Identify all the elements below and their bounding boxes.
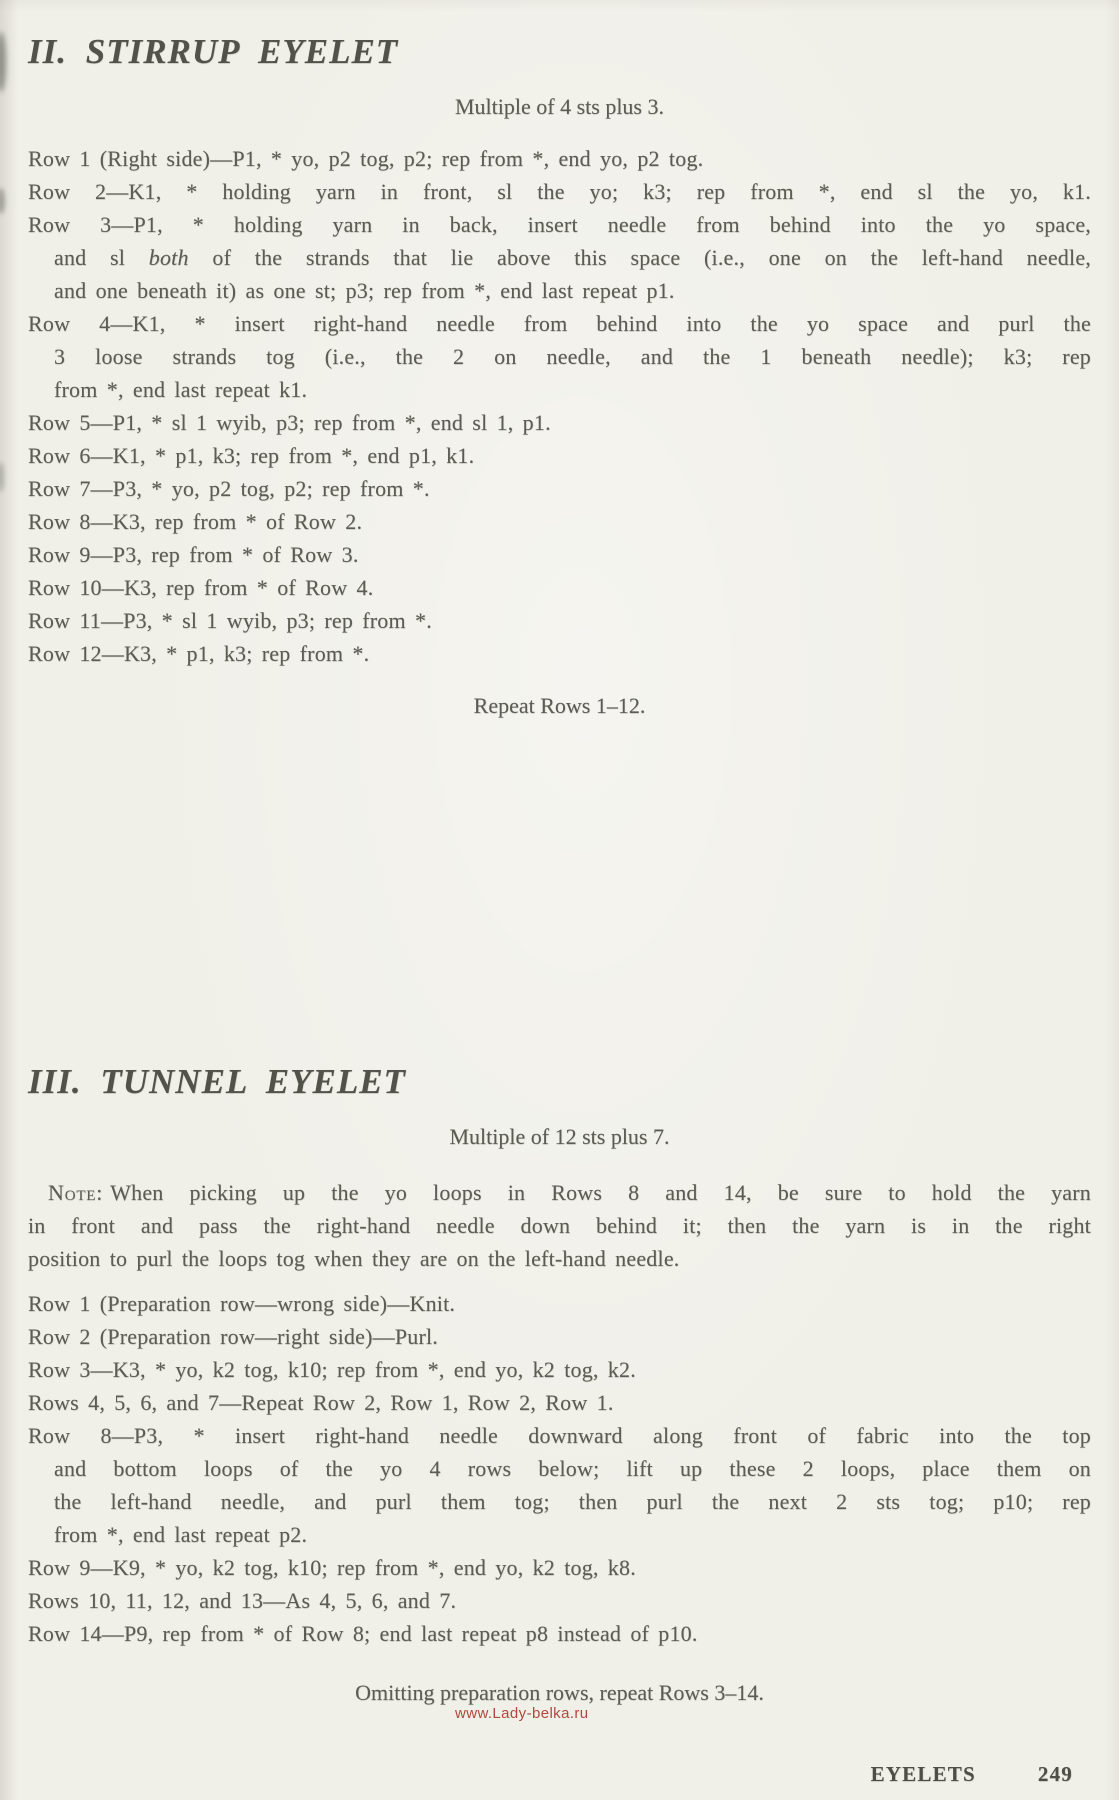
repeat-instruction: Repeat Rows 1–12.: [473, 693, 646, 718]
note-line-1: [28, 1176, 1091, 1209]
note-line-1-text: When picking up the yo loops in Rows 8 and 14, be sure to hold the yarn: [110, 1180, 1091, 1205]
row-3-line-2-pre: and sl: [54, 245, 149, 270]
row-4-line-3: from *, end last repeat k1.: [54, 377, 308, 402]
page-number: 249: [1037, 1762, 1073, 1786]
instruction-rows: [28, 1287, 1091, 1650]
note-line-3: position to purl the loops tog when they are on the left-hand needle.: [28, 1246, 680, 1271]
note-line-2: in front and pass the right-hand needle down behind it; then the yarn is in the right: [28, 1213, 1091, 1238]
running-head: EYELETS: [870, 1762, 976, 1786]
row-3-line-2: [28, 241, 1091, 274]
stitch-multiple: Multiple of 4 sts plus 3.: [454, 94, 664, 119]
row-14: Row 14—P9, rep from * of Row 8; end last repeat p8 instead of p10.: [28, 1621, 698, 1646]
rows-10-to-13: Rows 10, 11, 12, and 13—As 4, 5, 6, and 7.: [28, 1588, 457, 1613]
row-5: Row 5—P1, * sl 1 wyib, p3; rep from *, end sl 1, p1.: [28, 410, 551, 435]
row-7: Row 7—P3, * yo, p2 tog, p2; rep from *.: [28, 476, 430, 501]
repeat-instruction: Omitting preparation rows, repeat Rows 3–14.: [355, 1680, 764, 1705]
row-9: Row 9—P3, rep from * of Row 3.: [28, 542, 359, 567]
row-6: Row 6—K1, * p1, k3; rep from *, end p1, k1.: [28, 443, 475, 468]
row-11: Row 11—P3, * sl 1 wyib, p3; rep from *.: [28, 608, 432, 633]
row-8-line-2: and bottom loops of the yo 4 rows below; lift up these 2 loops, place them on: [54, 1456, 1091, 1481]
row-12: Row 12—K3, * p1, k3; rep from *.: [28, 641, 370, 666]
row-8-line-4: from *, end last repeat p2.: [54, 1522, 308, 1547]
row-8-line-1: Row 8—P3, * insert right-hand needle downward along front of fabric into the top: [28, 1423, 1091, 1448]
row-8-line-3: the left-hand needle, and purl them tog; then purl the next 2 sts tog; p10; rep: [54, 1489, 1091, 1514]
row-3-line-2-post: of the strands that lie above this space (i.e., one on the left-hand needle,: [188, 245, 1091, 270]
row-3-line-1: Row 3—P1, * holding yarn in back, insert needle from behind into the yo space,: [28, 212, 1091, 237]
stitch-multiple: Multiple of 12 sts plus 7.: [449, 1124, 670, 1149]
row-1: Row 1 (Preparation row—wrong side)—Knit.: [28, 1291, 456, 1316]
row-3: Row 3—K3, * yo, k2 tog, k10; rep from *, end yo, k2 tog, k2.: [28, 1357, 636, 1382]
row-8: Row 8—K3, rep from * of Row 2.: [28, 509, 363, 534]
row-2: Row 2 (Preparation row—right side)—Purl.: [28, 1324, 438, 1349]
row-3-line-2-italic: both: [148, 245, 189, 270]
row-4-line-1: Row 4—K1, * insert right-hand needle from behind into the yo space and purl the: [28, 311, 1091, 336]
row-2: Row 2—K1, * holding yarn in front, sl the yo; k3; rep from *, end sl the yo, k1.: [28, 179, 1091, 204]
watermark-url: www.Lady-belka.ru: [455, 1705, 589, 1722]
row-4-line-2: 3 loose strands tog (i.e., the 2 on needle, and the 1 beneath needle); k3; rep: [54, 344, 1091, 369]
note-label: Note:: [48, 1180, 104, 1205]
section-title: II. STIRRUP EYELET: [28, 32, 399, 71]
row-9: Row 9—K9, * yo, k2 tog, k10; rep from *, end yo, k2 tog, k8.: [28, 1555, 636, 1580]
section-stirrup-eyelet: [28, 0, 1091, 721]
row-10: Row 10—K3, rep from * of Row 4.: [28, 575, 374, 600]
section-title: III. TUNNEL EYELET: [28, 1062, 406, 1101]
row-3-line-3: and one beneath it) as one st; p3; rep from *, end last repeat p1.: [54, 278, 675, 303]
row-1: Row 1 (Right side)—P1, * yo, p2 tog, p2; rep from *, end yo, p2 tog.: [28, 146, 704, 171]
rows-4-to-7: Rows 4, 5, 6, and 7—Repeat Row 2, Row 1, Row 2, Row 1.: [28, 1390, 614, 1415]
section-tunnel-eyelet: [28, 721, 1091, 1708]
page-footer: [871, 1762, 1073, 1787]
note-paragraph: [28, 1176, 1091, 1275]
instruction-rows: [28, 142, 1091, 670]
